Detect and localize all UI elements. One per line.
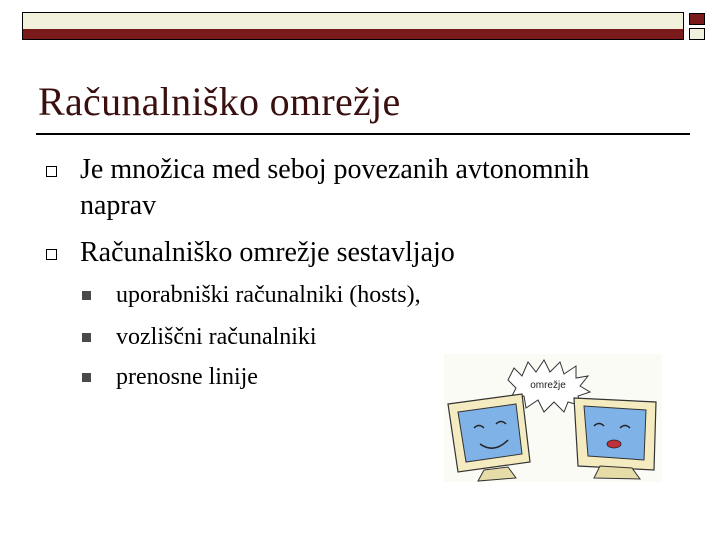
sub-bullet-square-icon (82, 291, 91, 300)
bullet-text-line: naprav (80, 190, 157, 221)
sub-bullet-square-icon (82, 333, 91, 342)
sub-bullet-item: prenosne linije (116, 364, 258, 390)
sub-bullet-square-icon (82, 373, 91, 382)
title-divider (36, 133, 690, 135)
bullet-item (80, 152, 589, 224)
illustration-caption: omrežje (530, 380, 566, 391)
sub-bullet-item: uporabniški računalniki (hosts), (116, 282, 421, 308)
banner-corner-light (689, 28, 705, 40)
top-banner (22, 12, 684, 40)
sub-bullet-item: vozliščni računalniki (116, 324, 317, 350)
banner-corner-dark (689, 13, 705, 25)
bullet-square-icon (46, 166, 57, 177)
bullet-text-line: Je množica med seboj povezanih avtonomnih (80, 154, 590, 185)
bullet-item (80, 235, 455, 271)
slide-title: Računalniško omrežje (38, 79, 401, 124)
bullet-text-line: Računalniško omrežje sestavljajo (80, 237, 455, 268)
network-illustration (444, 354, 662, 482)
right-monitor-icon (574, 398, 656, 479)
bullet-square-icon (46, 249, 57, 260)
